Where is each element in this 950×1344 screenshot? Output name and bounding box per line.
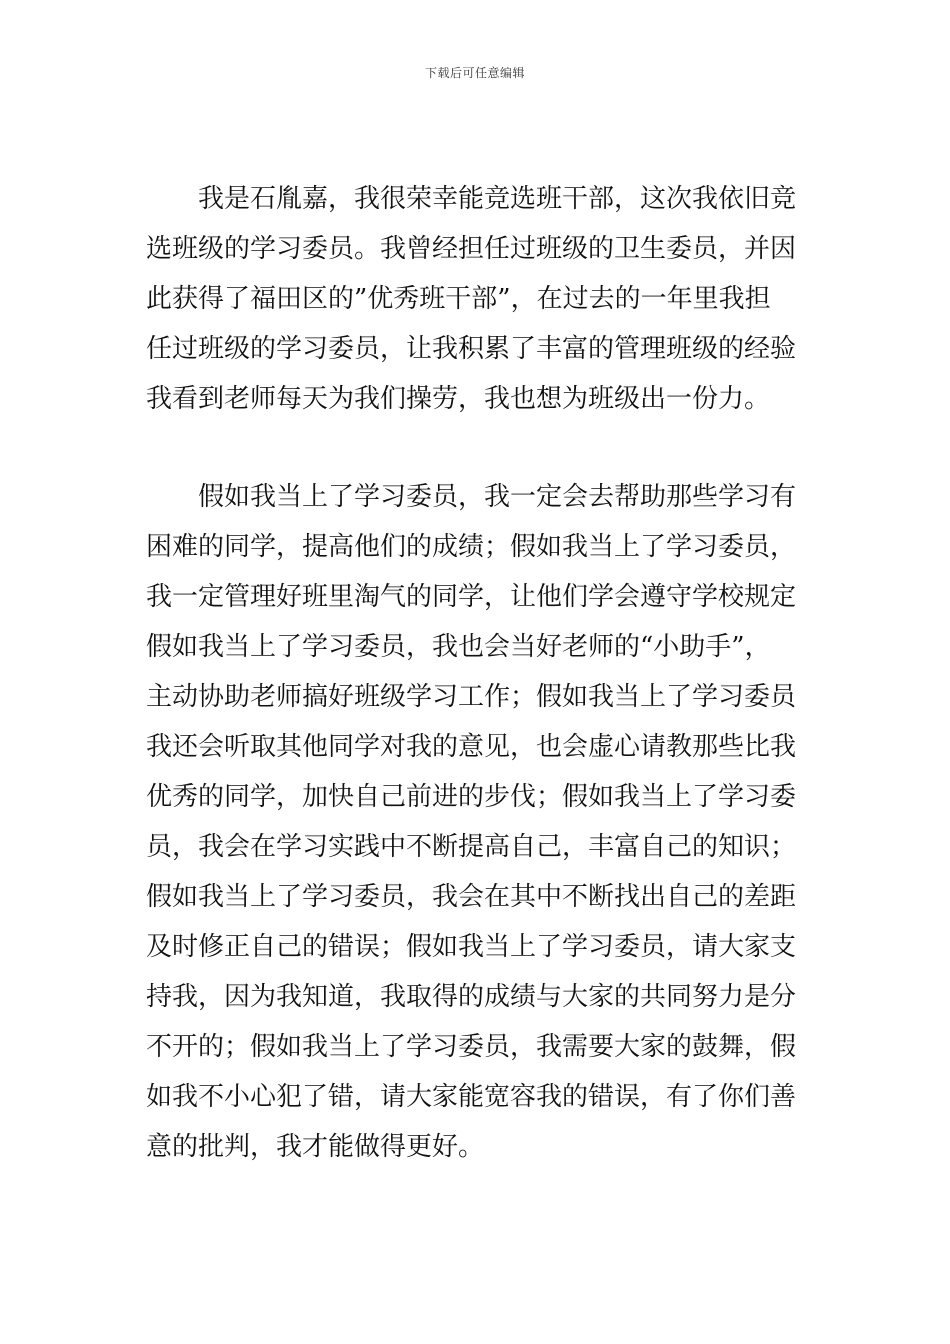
text-line: 我是石胤嘉，我很荣幸能竞选班干部，这次我依旧竞 [198, 184, 797, 214]
text-line: 我看到老师每天为我们操劳，我也想为班级出一份力。 [146, 384, 771, 414]
text-line: 优秀的同学，加快自己前进的步伐；假如我当上了学习委 [146, 782, 797, 812]
paragraph-intro [146, 174, 806, 424]
text-line: 此获得了福田区的”优秀班干部”，在过去的一年里我担 [146, 284, 771, 314]
text-line: 如我不小心犯了错，请大家能宽容我的错误，有了你们善 [146, 1082, 797, 1112]
text-line: 员，我会在学习实践中不断提高自己，丰富自己的知识； [146, 832, 797, 862]
text-line: 选班级的学习委员。我曾经担任过班级的卫生委员，并因 [146, 234, 797, 264]
text-line: 困难的同学，提高他们的成绩；假如我当上了学习委员， [146, 532, 797, 562]
text-line: 我一定管理好班里淘气的同学，让他们学会遵守学校规定 [146, 582, 797, 612]
page-header: 下载后可任意编辑 [424, 66, 525, 80]
text-line: 意的批判，我才能做得更好。 [146, 1132, 485, 1162]
text-line: 我还会听取其他同学对我的意见，也会虚心请教那些比我 [146, 732, 797, 762]
text-line: 及时修正自己的错误；假如我当上了学习委员，请大家支 [146, 932, 797, 962]
text-line: 假如我当上了学习委员，我一定会去帮助那些学习有 [198, 482, 797, 512]
text-line: 任过班级的学习委员，让我积累了丰富的管理班级的经验 [146, 334, 797, 364]
text-line: 不开的；假如我当上了学习委员，我需要大家的鼓舞，假 [146, 1032, 797, 1062]
text-line: 假如我当上了学习委员，我会在其中不断找出自己的差距 [146, 882, 797, 912]
text-line: 假如我当上了学习委员，我也会当好老师的“小助手”， [146, 632, 771, 662]
paragraph-pledges [146, 472, 806, 1172]
text-line: 主动协助老师搞好班级学习工作；假如我当上了学习委员 [146, 682, 797, 712]
text-line: 持我，因为我知道，我取得的成绩与大家的共同努力是分 [146, 982, 797, 1012]
